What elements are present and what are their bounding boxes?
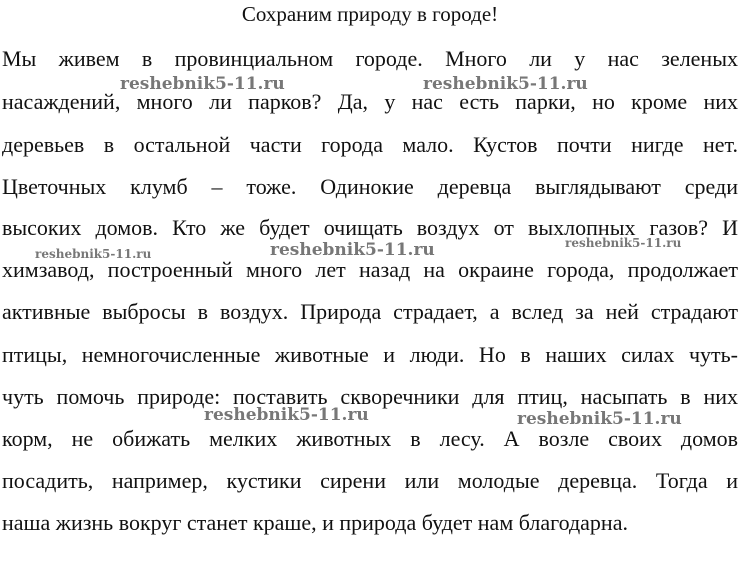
- text-line: Мы живем в провинциальном городе. Много ли у нас зеленых: [2, 46, 738, 71]
- watermark: reshebnik5-11.ru: [204, 405, 369, 425]
- watermark: reshebnik5-11.ru: [35, 247, 152, 261]
- text-line: чуть помочь природе: поставить скворечники для птиц, насыпать в них: [2, 384, 738, 409]
- text-line: деревьев в остальной части города мало. Кустов почти нигде нет.: [2, 132, 738, 157]
- text-line: наша жизнь вокруг станет краше, и природа будет нам благодарна.: [2, 510, 628, 535]
- watermark: reshebnik5-11.ru: [120, 74, 285, 94]
- watermark: reshebnik5-11.ru: [423, 74, 588, 94]
- text-line: Цветочных клумб – тоже. Одинокие деревца выглядывают среди: [2, 174, 738, 199]
- watermark: reshebnik5-11.ru: [270, 240, 435, 260]
- text-line: насаждений, много ли парков? Да, у нас есть парки, но кроме них: [2, 89, 738, 114]
- watermark: reshebnik5-11.ru: [517, 409, 682, 429]
- text-line: высоких домов. Кто же будет очищать воздух от выхлопных газов? И: [2, 215, 738, 240]
- watermark: reshebnik5-11.ru: [565, 236, 682, 250]
- text-line: активные выбросы в воздух. Природа страдает, а вслед за ней страдают: [2, 299, 738, 324]
- text-line: химзавод, построенный много лет назад на окраине города, продолжает: [2, 257, 738, 282]
- document-title: Сохраним природу в городе!: [241, 2, 499, 26]
- text-line: корм, не обижать мелких животных в лесу. А возле своих домов: [2, 426, 738, 451]
- text-line: птицы, немногочисленные животные и люди. Но в наших силах чуть-: [2, 342, 738, 367]
- text-line: посадить, например, кустики сирени или молодые деревца. Тогда и: [2, 468, 738, 493]
